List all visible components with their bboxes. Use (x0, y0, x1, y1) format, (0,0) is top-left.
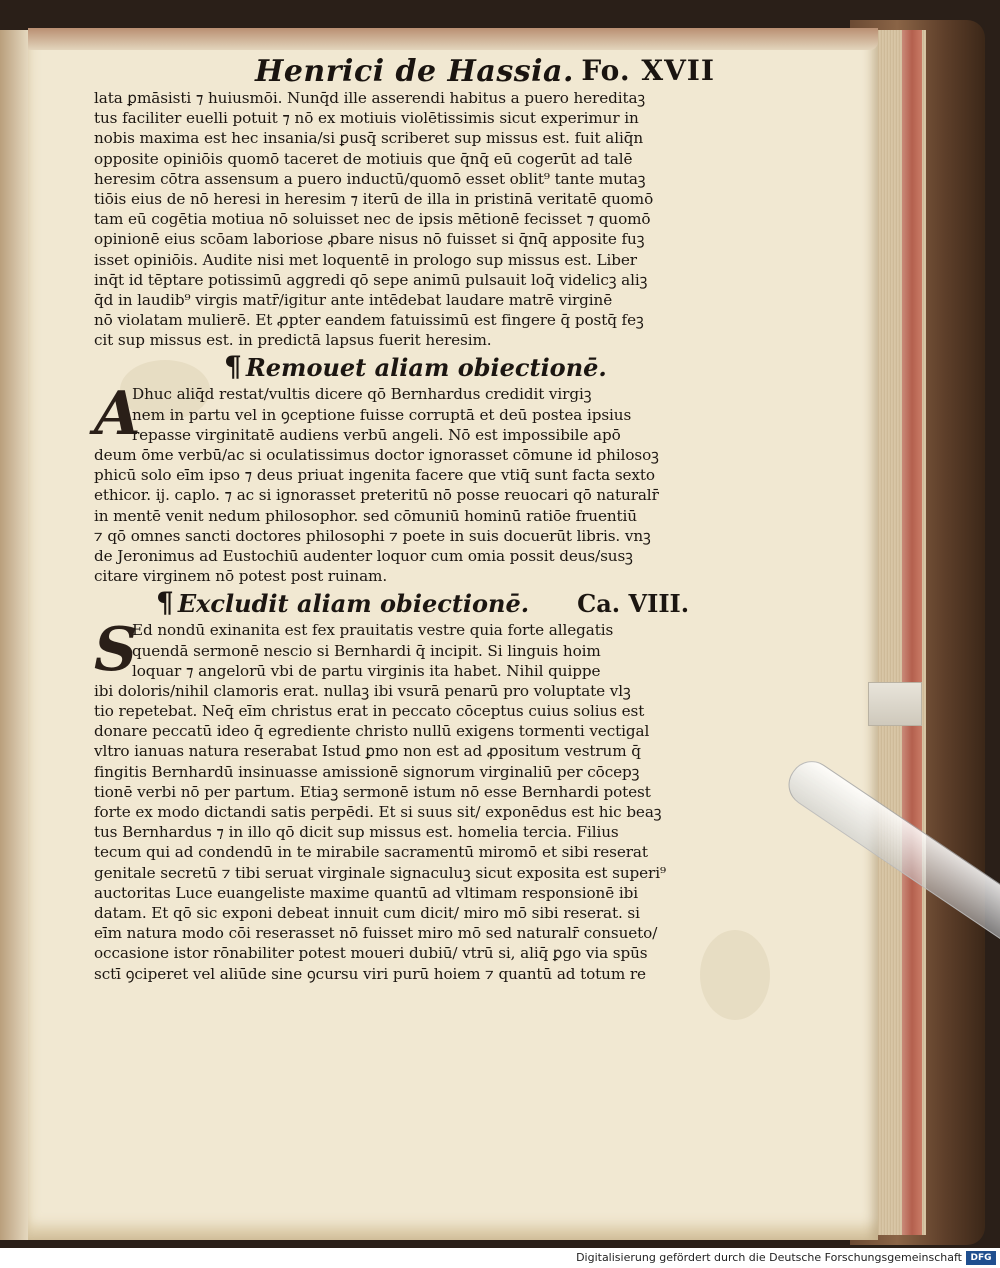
text-line: in mentē venit nedum philosophor. sed cōmuniū hominū ratiōe fruentiū (94, 506, 637, 525)
text-line: ibi doloris/nihil clamoris erat. nullaꝫ ibi vsurā penarū pro voluptate vlꝫ (94, 681, 631, 700)
paragraph-3 (94, 615, 714, 983)
text-line: citare virginem nō potest post ruinam. (94, 567, 388, 586)
chapter-heading (94, 586, 714, 620)
text-line: cit sup missus est. in predictā lapsus fuerit heresim. (94, 331, 492, 350)
text-line: heresim cōtra assensum a puero inductū/quomō esset oblit⁹ tante mutaꝫ (94, 169, 646, 188)
dfg-logo: DFG (966, 1251, 996, 1265)
text-line: auctoritas Luce euangeliste maxime quantū ad vltimam responsionē ibi (94, 883, 638, 902)
paragraph-mark: ¶ (224, 350, 242, 384)
text-block (94, 88, 714, 984)
text-line: vltro ianuas natura reserabat Istud ꝑmo non est ad ꝓpositum vestrum q̄ (94, 742, 641, 761)
text-line: tiōis eius de nō heresi in heresim ⁊ iterū de illa in pristinā veritatē quomō (94, 189, 654, 208)
chapter-number: Ca. VIII. (577, 589, 690, 619)
heading-text: Excludit aliam obiectionē. (177, 589, 530, 619)
text-line: q̄d in laudib⁹ virgis matr̄/igitur ante intēdebat laudare matrē virginē (94, 290, 613, 309)
text-line: donare peccatū ideo q̄ egrediente christo nullū exigens tormenti vectigal (94, 722, 650, 741)
text-line: Ed nondū exinanita est fex prauitatis vestre quia forte allegatis (132, 621, 614, 640)
funding-credit: Digitalisierung gefördert durch die Deutsche Forschungsgemeinschaft (576, 1251, 962, 1264)
text-line: nō violatam mulierē. Et ꝓpter eandem fatuissimū est fingere q̄ postq̄ feꝫ (94, 311, 644, 330)
decorated-initial: S (94, 615, 138, 686)
text-line: de Jeronimus ad Eustochiū audenter loquor cum omia possit deus/susꝫ (94, 546, 633, 565)
page-header (225, 52, 715, 92)
page-clip (868, 682, 922, 726)
section-heading (94, 350, 714, 384)
red-page-edge (902, 30, 922, 1235)
text-line: isset opiniōis. Audite nisi met loquentē in prologo sup missus est. Liber (94, 250, 637, 269)
running-head: Henrici de Hassia. (255, 54, 574, 89)
text-line: ⁊ qō omnes sancti doctores philosophi ⁊ poete in suis docuerūt libris. vnꝫ (94, 526, 651, 545)
text-line: genitale secretū ⁊ tibi seruat virginale signaculuꝫ sicut exposita est superi⁹ (94, 863, 666, 882)
text-line: nem in partu vel in ꝯceptione fuisse corruptā et deū postea ipsius (132, 405, 632, 424)
text-line: opinionē eius scōam laboriose ꝓbare nisus nō fuisset si q̄nq̄ apposite fuꝫ (94, 230, 645, 249)
text-line: occasione istor rōnabiliter potest moueri dubiū/ vtrū si, aliq̄ ꝑgo via spūs (94, 944, 648, 963)
text-line: phicū solo eīm ipso ⁊ deus priuat ingenita facere que vtiq̄ sunt facta sexto (94, 466, 655, 485)
text-line: eīm natura modo cōi reserasset nō fuisset miro mō sed naturalr̄ consueto/ (94, 924, 658, 943)
text-line: deum ōme verbū/ac si oculatissimus doctor ignorasset cōmune id philosoꝫ (94, 446, 659, 464)
text-line: tio repetebat. Neq̄ eīm christus erat in peccato cōceptus cuius solius est (94, 702, 645, 721)
text-line: nobis maxima est hec insania/si ꝑusq̄ scriberet sup missus est. fuit aliq̄n (94, 129, 644, 148)
paragraph-1 (94, 88, 714, 350)
text-line: quendā sermonē nescio si Bernhardi q̄ incipit. Si linguis hoim (132, 641, 601, 660)
text-line: tam eū cogētia motiua nō soluisset nec de ipsis mētionē fecisset ⁊ quomō (94, 210, 651, 229)
text-line: opposite opiniōis quomō taceret de motiuis que q̄nq̄ eū cogerūt ad talē (94, 149, 633, 168)
left-page-strip (0, 30, 30, 1240)
text-line: Dhuc aliq̄d restat/vultis dicere qō Bernhardus credidit virgiꝫ (132, 385, 592, 404)
paragraph-2 (94, 379, 714, 586)
text-line: sctī ꝯciperet vel aliūde sine ꝯcursu viri purū hoiem ⁊ quantū ad totum re (94, 964, 646, 983)
heading-text: Remouet aliam obiectionē. (245, 353, 607, 383)
page-top-curl (28, 28, 878, 50)
paragraph-mark: ¶ (156, 586, 174, 620)
text-line: repasse virginitatē audiens verbū angeli. Nō est impossibile apō (132, 425, 621, 444)
folio-number: Fo. XVII (581, 54, 715, 87)
text-line: forte ex modo dictandi satis perpēdi. Et si suus sit/ exponēdus est hic beaꝫ (94, 803, 662, 821)
text-line: loquar ⁊ angelorū vbi de partu virginis ita habet. Nihil quippe (132, 661, 601, 680)
decorated-initial: A (94, 379, 141, 450)
text-line: tus Bernhardus ⁊ in illo qō dicit sup missus est. homelia tercia. Filius (94, 823, 619, 842)
text-line: tus faciliter euelli potuit ⁊ nō ex motiuis violētissimis sicut experimur in (94, 109, 639, 128)
text-line: lata ꝑmāsisti ⁊ huiusmōi. Nunq̄d ille asserendi habitus a puero hereditaꝫ (94, 89, 646, 107)
text-line: fingitis Bernhardū insinuasse amissionē signorum virginaliū per cōcepꝫ (94, 762, 640, 781)
text-line: ethicor. ij. caplo. ⁊ ac si ignorasset preteritū nō posse reuocari qō naturalr̄ (94, 486, 659, 505)
text-line: datam. Et qō sic exponi debeat innuit cum dicit/ miro mō sibi reserat. si (94, 903, 640, 922)
text-line: tionē verbi nō per partum. Etiaꝫ sermonē istum nō esse Bernhardi potest (94, 782, 651, 801)
text-line: inq̄t id tēptare potissimū aggredi qō sepe animū pulsauit loq̄ videlicꝫ aliꝫ (94, 270, 648, 289)
text-line: tecum qui ad condendū in te mirabile sacramentū miromō et sibi reserat (94, 843, 648, 862)
